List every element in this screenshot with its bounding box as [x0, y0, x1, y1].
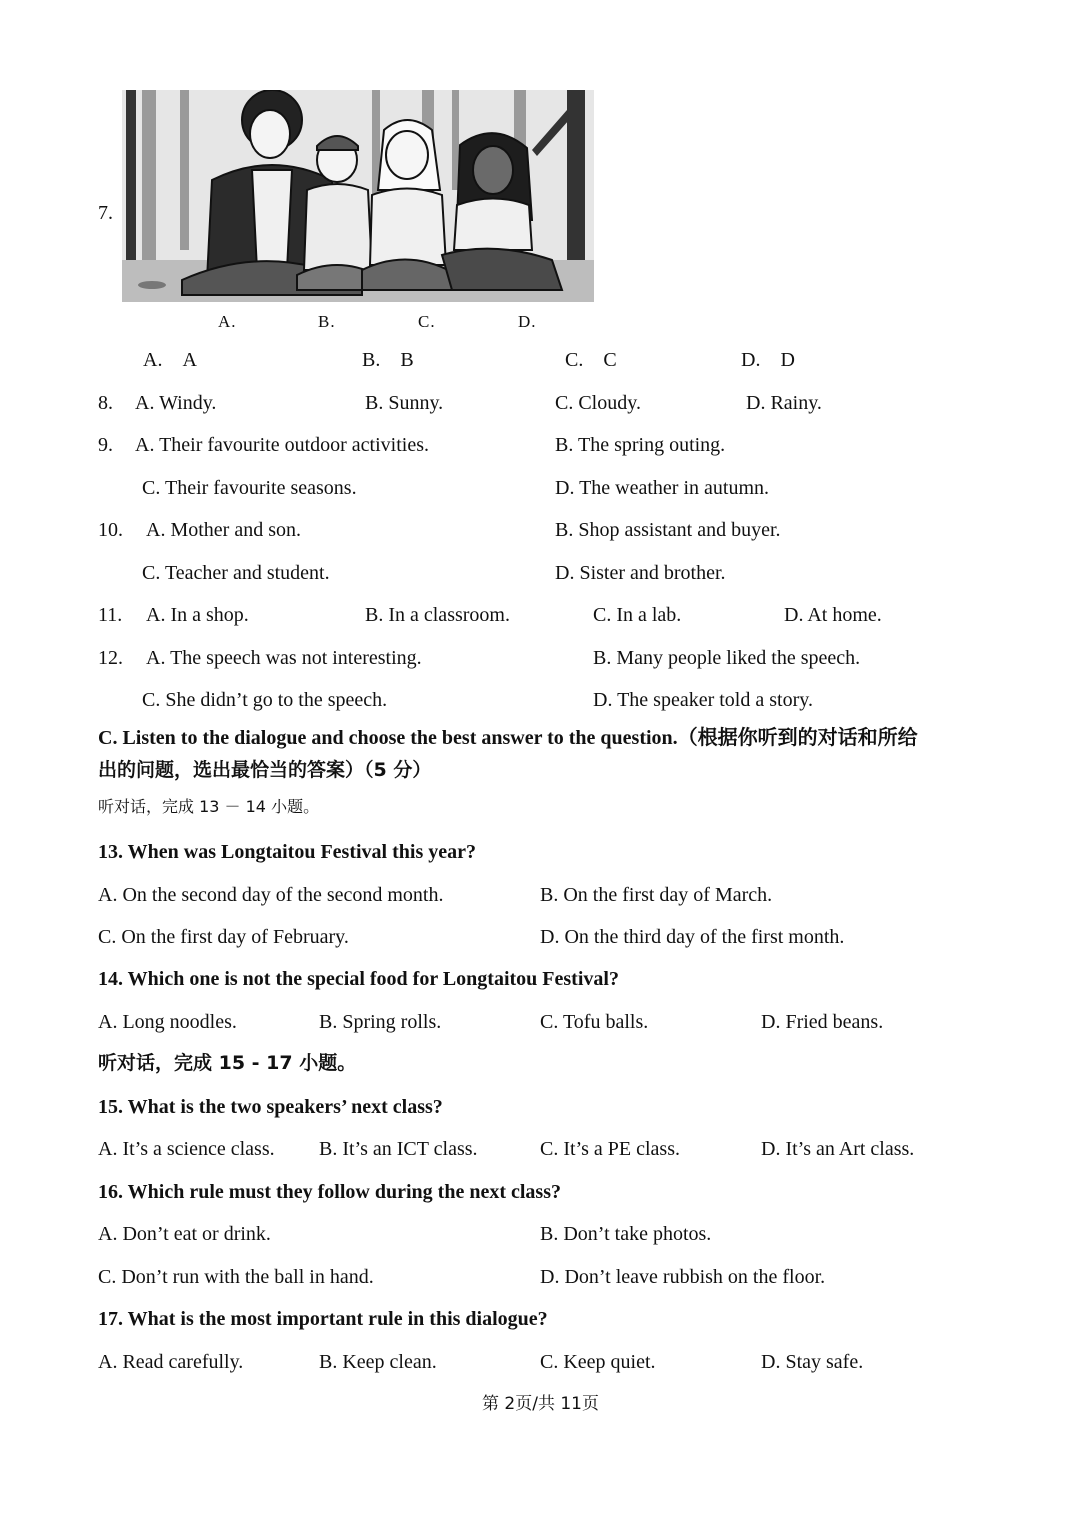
- figure-label-d: D.: [518, 312, 537, 331]
- q12-option-a[interactable]: A. The speech was not interesting.: [146, 647, 422, 669]
- q9-option-a[interactable]: A. Their favourite outdoor activities.: [135, 434, 429, 456]
- q16-option-c[interactable]: C. Don’t run with the ball in hand.: [98, 1266, 374, 1288]
- q16-option-d[interactable]: D. Don’t leave rubbish on the floor.: [540, 1266, 826, 1288]
- q13-option-a[interactable]: A. On the second day of the second month.: [98, 884, 444, 906]
- q7-option-d[interactable]: D. D: [741, 349, 795, 371]
- q7-number: 7.: [98, 202, 113, 224]
- q14-option-c[interactable]: C. Tofu balls.: [540, 1011, 649, 1033]
- q17-option-d[interactable]: D. Stay safe.: [761, 1351, 864, 1373]
- q10-option-c[interactable]: C. Teacher and student.: [142, 562, 330, 584]
- q11-option-c[interactable]: C. In a lab.: [593, 604, 682, 626]
- q14-question: 14. Which one is not the special food for Longtaitou Festival?: [98, 968, 619, 990]
- figure-label-b: B.: [318, 312, 336, 331]
- q12-number: 12.: [98, 647, 123, 669]
- q15-option-c[interactable]: C. It’s a PE class.: [540, 1138, 680, 1160]
- q9-option-d[interactable]: D. The weather in autumn.: [555, 477, 770, 499]
- q8-number: 8.: [98, 392, 113, 414]
- q9-number: 9.: [98, 434, 113, 456]
- q7-option-c[interactable]: C. C: [565, 349, 617, 371]
- q11-option-b[interactable]: B. In a classroom.: [365, 604, 510, 626]
- q13-option-b[interactable]: B. On the first day of March.: [540, 884, 773, 906]
- q8-option-b[interactable]: B. Sunny.: [365, 392, 444, 414]
- q10-option-b[interactable]: B. Shop assistant and buyer.: [555, 519, 781, 541]
- q11-number: 11.: [98, 604, 123, 626]
- q12-option-d[interactable]: D. The speaker told a story.: [593, 689, 813, 711]
- page-number: 第 2页/共 11页: [482, 1394, 599, 1414]
- q17-option-c[interactable]: C. Keep quiet.: [540, 1351, 656, 1373]
- q14-option-b[interactable]: B. Spring rolls.: [319, 1011, 442, 1033]
- q8-option-d[interactable]: D. Rainy.: [746, 392, 822, 414]
- q9-option-b[interactable]: B. The spring outing.: [555, 434, 726, 456]
- q15-option-d[interactable]: D. It’s an Art class.: [761, 1138, 915, 1160]
- q7-option-b[interactable]: B. B: [362, 349, 414, 371]
- q12-option-b[interactable]: B. Many people liked the speech.: [593, 647, 861, 669]
- section-c-heading-line2: 出的问题，选出最恰当的答案）（5 分）: [98, 759, 432, 781]
- q13-option-d[interactable]: D. On the third day of the first month.: [540, 926, 845, 948]
- q14-option-d[interactable]: D. Fried beans.: [761, 1011, 884, 1033]
- section-c-heading-line1: C. Listen to the dialogue and choose the best answer to the question.（根据你听到的对话和所给: [98, 727, 918, 749]
- q15-question: 15. What is the two speakers’ next class?: [98, 1096, 443, 1118]
- q15-option-a[interactable]: A. It’s a science class.: [98, 1138, 275, 1160]
- q17-option-b[interactable]: B. Keep clean.: [319, 1351, 437, 1373]
- section-c-instruction-15-17: 听对话，完成 15 - 17 小题。: [98, 1052, 357, 1074]
- q16-option-a[interactable]: A. Don’t eat or drink.: [98, 1223, 271, 1245]
- q11-option-a[interactable]: A. In a shop.: [146, 604, 249, 626]
- q15-option-b[interactable]: B. It’s an ICT class.: [319, 1138, 478, 1160]
- q11-option-d[interactable]: D. At home.: [784, 604, 882, 626]
- q10-option-a[interactable]: A. Mother and son.: [146, 519, 301, 541]
- q17-option-a[interactable]: A. Read carefully.: [98, 1351, 244, 1373]
- q16-question: 16. Which rule must they follow during the next class?: [98, 1181, 561, 1203]
- q7-option-a[interactable]: A. A: [143, 349, 197, 371]
- four-students-illustration: [122, 90, 594, 302]
- q8-option-a[interactable]: A. Windy.: [135, 392, 217, 414]
- q10-number: 10.: [98, 519, 123, 541]
- q16-option-b[interactable]: B. Don’t take photos.: [540, 1223, 712, 1245]
- q14-option-a[interactable]: A. Long noodles.: [98, 1011, 237, 1033]
- section-c-instruction-13-14: 听对话，完成 13 － 14 小题。: [98, 797, 320, 816]
- q12-option-c[interactable]: C. She didn’t go to the speech.: [142, 689, 388, 711]
- q9-option-c[interactable]: C. Their favourite seasons.: [142, 477, 357, 499]
- q10-option-d[interactable]: D. Sister and brother.: [555, 562, 726, 584]
- q8-option-c[interactable]: C. Cloudy.: [555, 392, 641, 414]
- figure-label-a: A.: [218, 312, 237, 331]
- q17-question: 17. What is the most important rule in this dialogue?: [98, 1308, 548, 1330]
- q13-question: 13. When was Longtaitou Festival this year?: [98, 841, 476, 863]
- figure-label-c: C.: [418, 312, 436, 331]
- q13-option-c[interactable]: C. On the first day of February.: [98, 926, 349, 948]
